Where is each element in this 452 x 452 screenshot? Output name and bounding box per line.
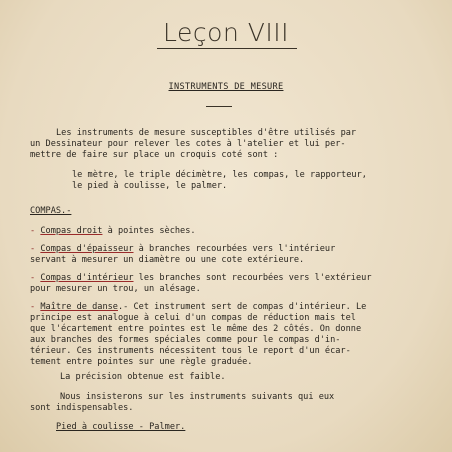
maitre-desc-5: térieur. Ces instruments nécessitent tous le report d'un écar- — [30, 346, 351, 356]
precision-note: La précision obtenue est faible. — [60, 372, 226, 382]
compas-interieur-desc-1: les branches sont recourbées vers l'extérieur — [133, 273, 372, 283]
insist-line-1: Nous insisterons sur les instruments suivants qui eux — [60, 392, 335, 402]
heading-dash — [206, 106, 232, 107]
compas-interieur-desc-2: pour mesurer un trou, un alésage. — [30, 284, 201, 294]
item-dash: - — [30, 244, 41, 254]
item-compas-droit — [30, 226, 196, 237]
list-line-2: le pied à coulisse, le palmer. — [72, 181, 228, 191]
term-compas-droit: Compas droit — [40, 226, 103, 236]
intro-line-3: mettre de faire sur place un croquis coté sont : — [30, 150, 279, 160]
maitre-desc-2: principe est analogue à celui d'un compas de réduction mais tel — [30, 313, 356, 323]
intro-line-1: Les instruments de mesure susceptibles d'être utilisés par — [56, 128, 357, 138]
compas-epaisseur-desc-2: servant à mesurer un diamètre ou une cote extérieure. — [30, 255, 305, 265]
term-compas-interieur: Compas d'intérieur — [40, 273, 134, 283]
item-dash: - — [30, 226, 41, 236]
list-line-1: le mètre, le triple décimètre, les compas, le rapporteur, — [72, 170, 367, 180]
insist-line-2: sont indispensables. — [30, 403, 134, 413]
compas-droit-desc: à pointes sèches. — [102, 226, 196, 236]
lesson-title: Leçon VIII — [163, 18, 289, 47]
compas-heading: COMPAS.- — [30, 206, 72, 216]
title-underline — [157, 48, 297, 49]
term-compas-epaisseur: Compas d'épaisseur — [40, 244, 134, 254]
maitre-desc-4: aux branches des formes spéciales comme pour le compas d'in- — [30, 335, 341, 345]
item-maitre-de-danse — [30, 302, 366, 313]
compas-epaisseur-desc-1: à branches recourbées vers l'intérieur — [133, 244, 336, 254]
item-dash: - — [30, 302, 41, 312]
item-dash: - — [30, 273, 41, 283]
maitre-desc-6: tement entre pointes sur une règle graduée. — [30, 357, 253, 367]
intro-line-2: un Dessinateur pour relever les cotes à l'atelier et lui per- — [30, 139, 346, 149]
final-instruments: Pied à coulisse - Palmer. — [56, 422, 186, 432]
item-compas-interieur — [30, 273, 372, 284]
item-compas-epaisseur — [30, 244, 335, 255]
maitre-desc-3: que l'écartement entre pointes est le même des 2 côtés. On donne — [30, 324, 362, 334]
section-heading: INSTRUMENTS DE MESURE — [168, 82, 284, 92]
term-maitre-de-danse: Maître de danse — [40, 302, 118, 312]
maitre-desc-1: .- Cet instrument sert de compas d'intérieur. Le — [117, 302, 367, 312]
